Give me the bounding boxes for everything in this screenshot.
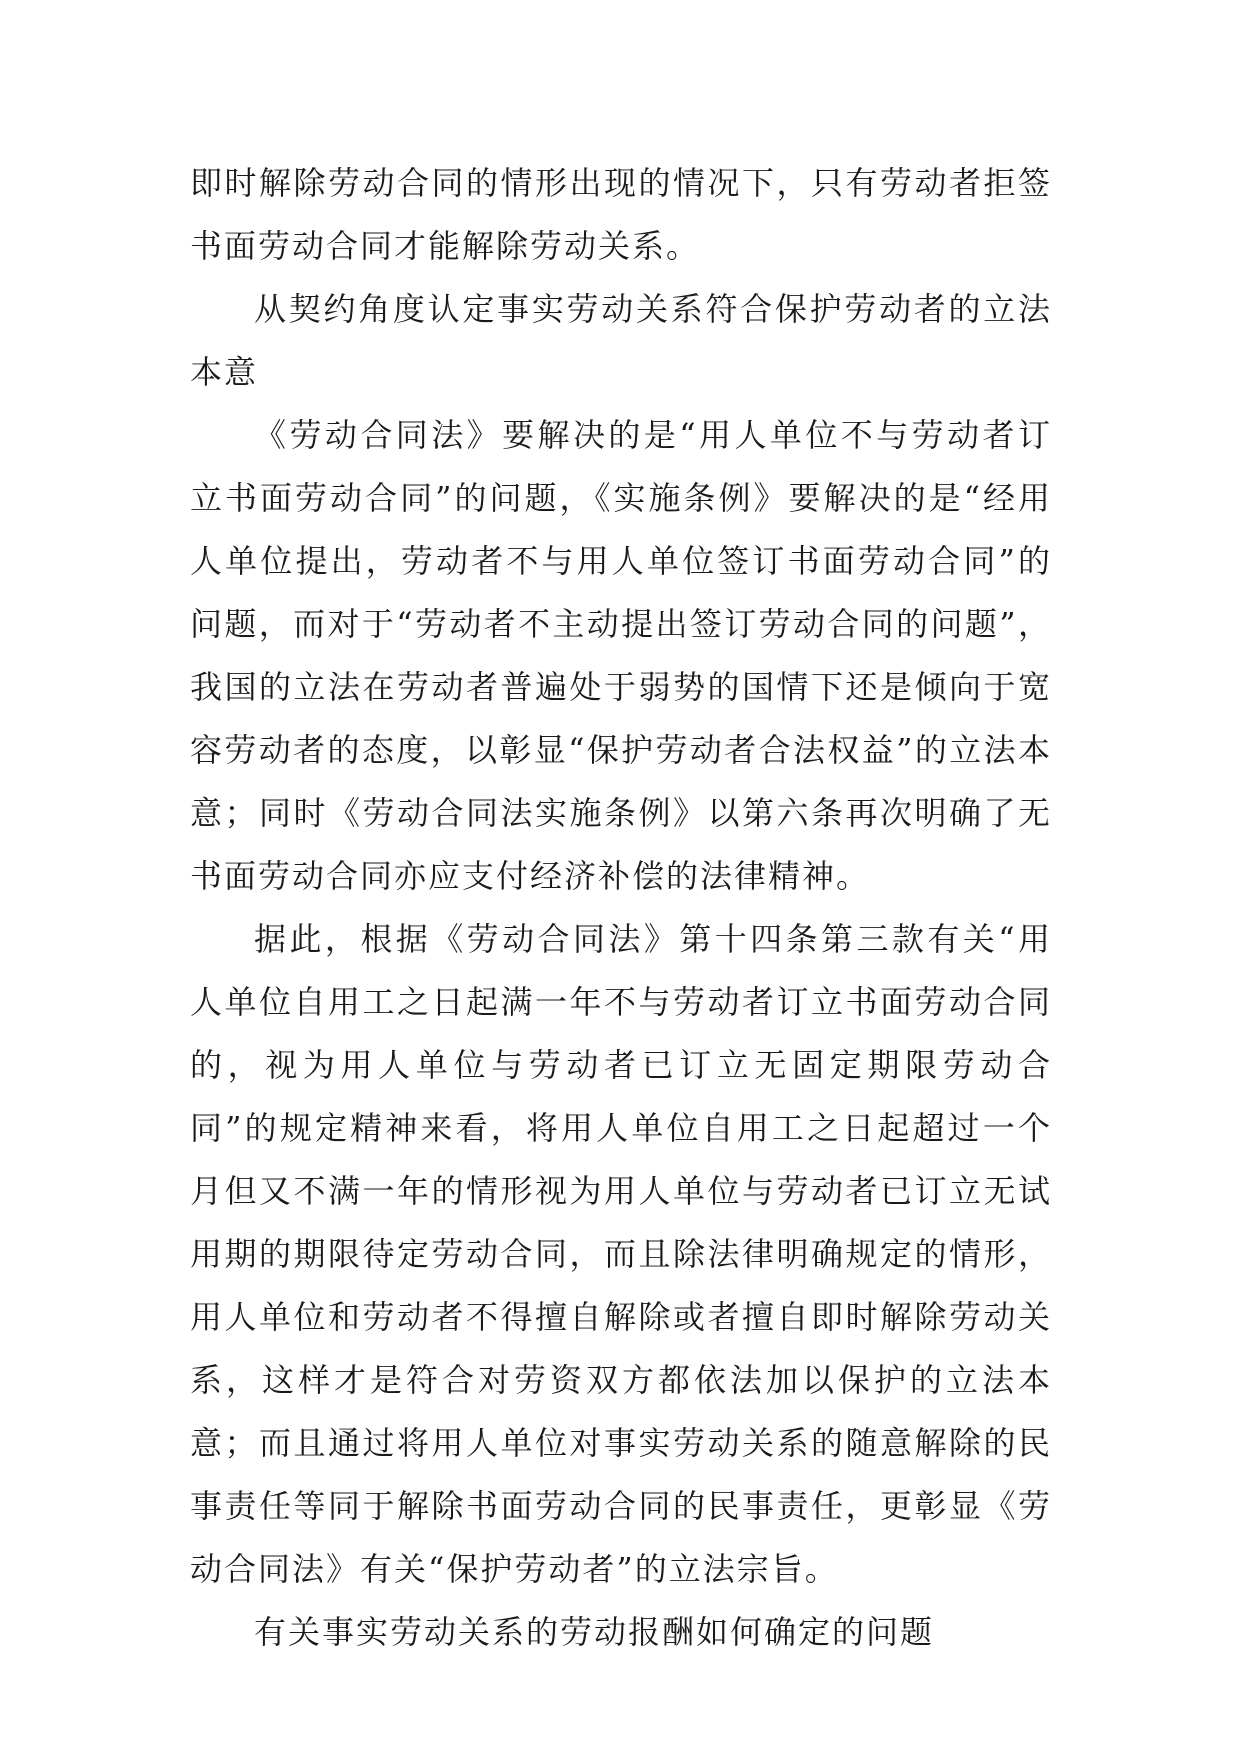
section-heading-remuneration: 有关事实劳动关系的劳动报酬如何确定的问题 <box>254 1613 935 1651</box>
paragraph-continuation: 即时解除劳动合同的情形出现的情况下，只有劳动者拒签书面劳动合同才能解除劳动关系。 <box>190 164 1052 265</box>
section-heading-contract-perspective: 从契约角度认定事实劳动关系符合保护劳动者的立法本意 <box>190 290 1052 391</box>
document-body <box>190 152 1052 1664</box>
paragraph-accordingly: 据此，根据《劳动合同法》第十四条第三款有关“用人单位自用工之日起满一年不与劳动者订立书面劳动合同的，视为用人单位与劳动者已订立无固定期限劳动合同”的规定精神来看，将用人单位自用工之日起超过一个月但又不满一年的情形视为用人单位与劳动者已订立无试用期的期限待定劳动合同，而且除法律明确规定的情形，用人单位和劳动者不得擅自解除或者擅自即时解除劳动关系，这样才是符合对劳资双方都依法加以保护的立法本意；而且通过将用人单位对事实劳动关系的随意解除的民事责任等同于解除书面劳动合同的民事责任，更彰显《劳动合同法》有关“保护劳动者”的立法宗旨。 <box>190 920 1052 1588</box>
paragraph-law-purpose: 《劳动合同法》要解决的是“用人单位不与劳动者订立书面劳动合同”的问题，《实施条例》要解决的是“经用人单位提出，劳动者不与用人单位签订书面劳动合同”的问题，而对于“劳动者不主动提出签订劳动合同的问题”，我国的立法在劳动者普遍处于弱势的国情下还是倾向于宽容劳动者的态度，以彰显“保护劳动者合法权益”的立法本意；同时《劳动合同法实施条例》以第六条再次明确了无书面劳动合同亦应支付经济补偿的法律精神。 <box>190 416 1052 895</box>
